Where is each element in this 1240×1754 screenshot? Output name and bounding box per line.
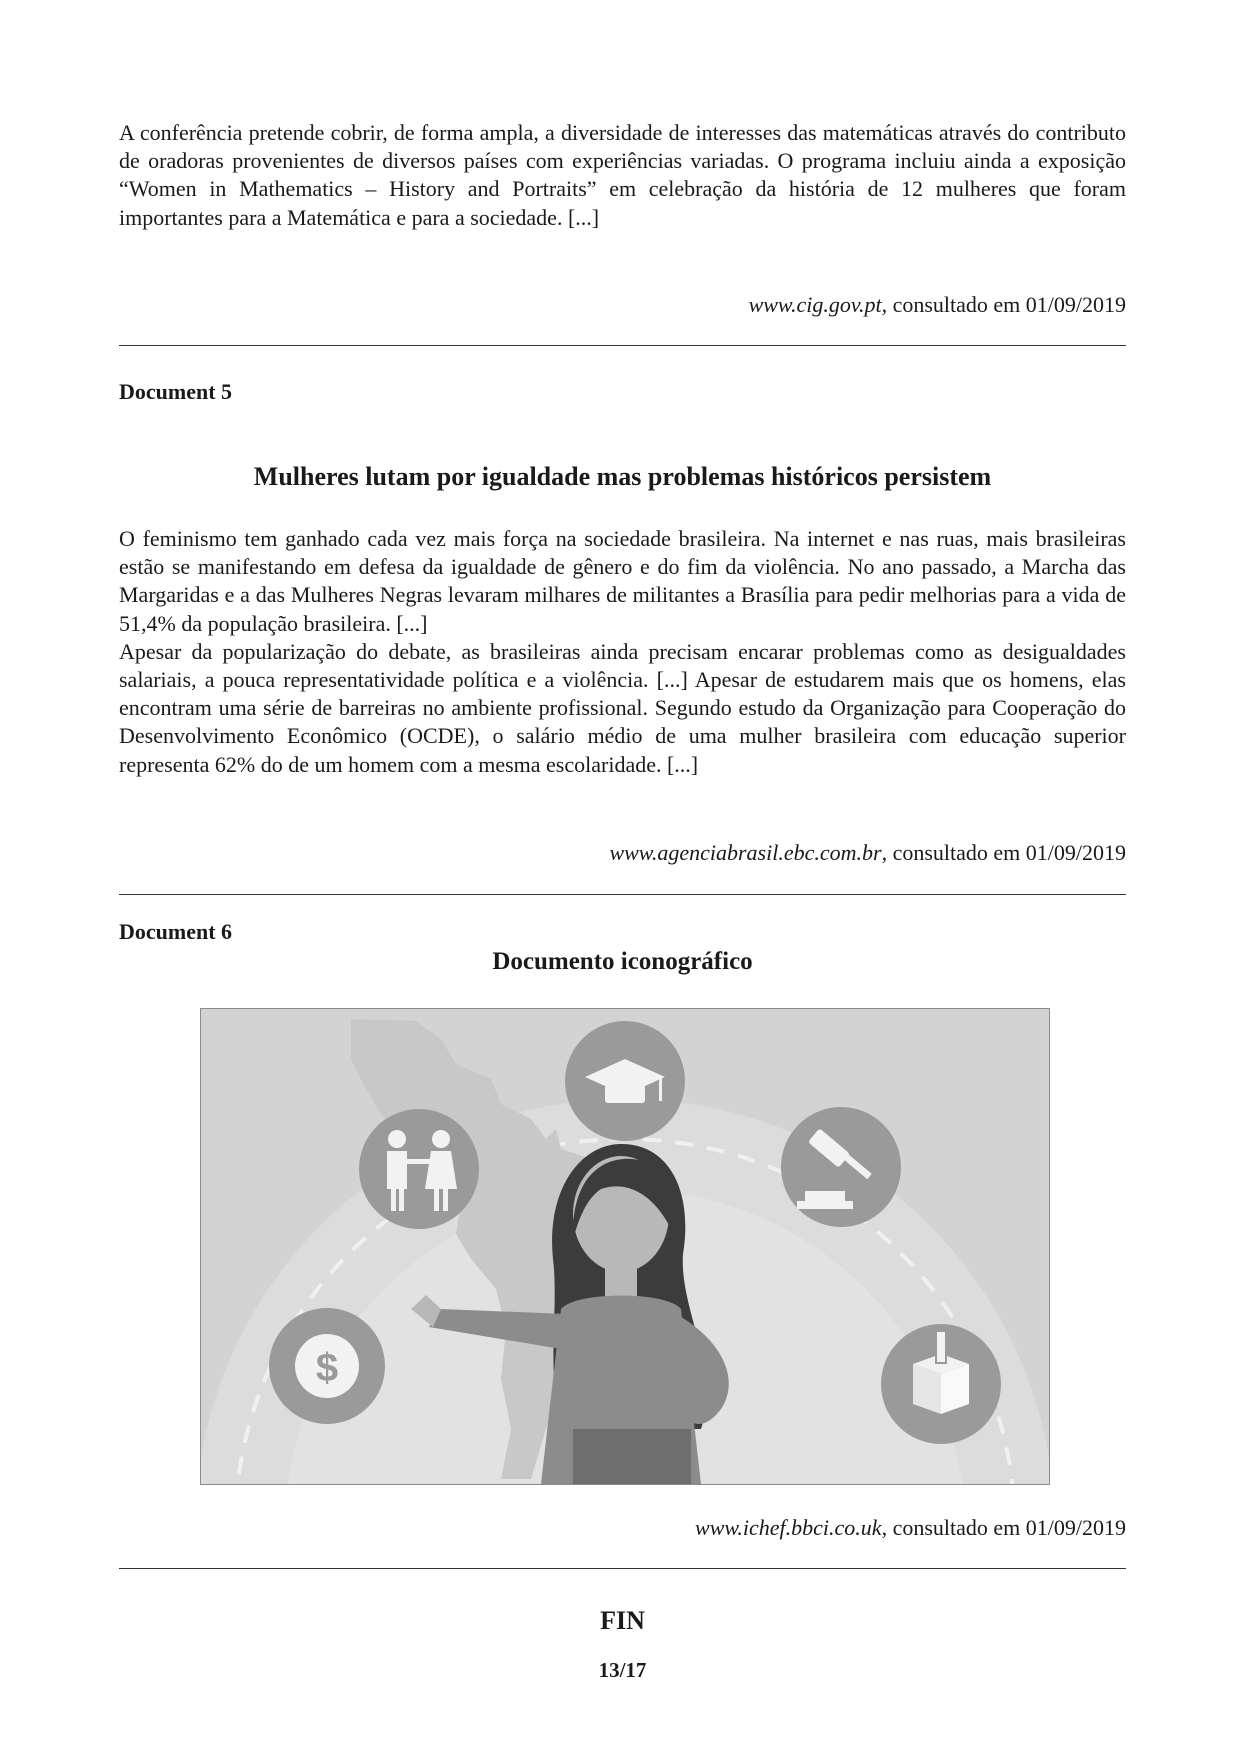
page-number: 13/17 (598, 1658, 647, 1682)
document-6-source-suffix: , consultado em 01/09/2019 (881, 1515, 1126, 1540)
document-5-paragraph-1: O feminismo tem ganhado cada vez mais força na sociedade brasileira. Na internet e nas ruas, mais brasileiras estão se manifestando em defesa da igualdade de gênero e do fim da violência. No ano passado, a Marcha das Margaridas e a das Mulheres Negras levaram milhares de militantes a Brasília para pedir melhorias para a vida de 51,4% da população brasileira. [...] (119, 526, 1126, 636)
document-6-source-url: www.ichef.bbci.co.uk (695, 1515, 882, 1540)
document-5-source-suffix: , consultado em 01/09/2019 (881, 840, 1126, 865)
end-label: FIN (600, 1606, 645, 1635)
divider (119, 1568, 1126, 1569)
document-5-source-url: www.agenciabrasil.ebc.com.br (609, 840, 882, 865)
dollar-icon (269, 1308, 385, 1424)
svg-text:$: $ (315, 1346, 339, 1390)
iconographic-illustration (200, 1008, 1050, 1485)
document-5-body (119, 525, 1126, 779)
intro-source (119, 292, 1126, 318)
ballot-box-icon (881, 1324, 1001, 1444)
document-6-title: Documento iconográfico (492, 948, 753, 975)
gavel-icon (781, 1107, 901, 1227)
intro-source-url: www.cig.gov.pt (748, 292, 882, 317)
document-5-title: Mulheres lutam por igualdade mas problemas históricos persistem (253, 462, 992, 491)
document-5-source (119, 840, 1126, 866)
document-6-source (119, 1515, 1126, 1541)
graduation-cap-icon (565, 1021, 685, 1141)
document-5-label: Document 5 (119, 379, 233, 404)
document-5-paragraph-2: Apesar da popularização do debate, as brasileiras ainda precisam encarar problemas como as desigualdades salariais, a pouca representatividade política e a violência. [...] Apesar de estudarem mais que os homens, elas encontram uma série de barreiras no ambiente profissional. Segundo estudo da Organização para Cooperação do Desenvolvimento Econômico (OCDE), o salário médio de uma mulher brasileira com educação superior representa 62% do de um homem com a mesma escolaridade. [...] (119, 638, 1126, 777)
couple-icon (359, 1109, 479, 1229)
divider (119, 894, 1126, 895)
illustration-svg (201, 1009, 1049, 1484)
divider (119, 345, 1126, 346)
intro-source-suffix: , consultado em 01/09/2019 (881, 292, 1126, 317)
document-6-label: Document 6 (119, 919, 233, 944)
intro-section (119, 119, 1126, 232)
intro-paragraph: A conferência pretende cobrir, de forma ampla, a diversidade de interesses das matemáticas através do contributo de oradoras provenientes de diversos países com experiências variadas. O programa incluiu ainda a exposição “Women in Mathematics – History and Portraits” em celebração da história de 12 mulheres que foram importantes para a Matemática e para a sociedade. [...] (119, 120, 1126, 230)
